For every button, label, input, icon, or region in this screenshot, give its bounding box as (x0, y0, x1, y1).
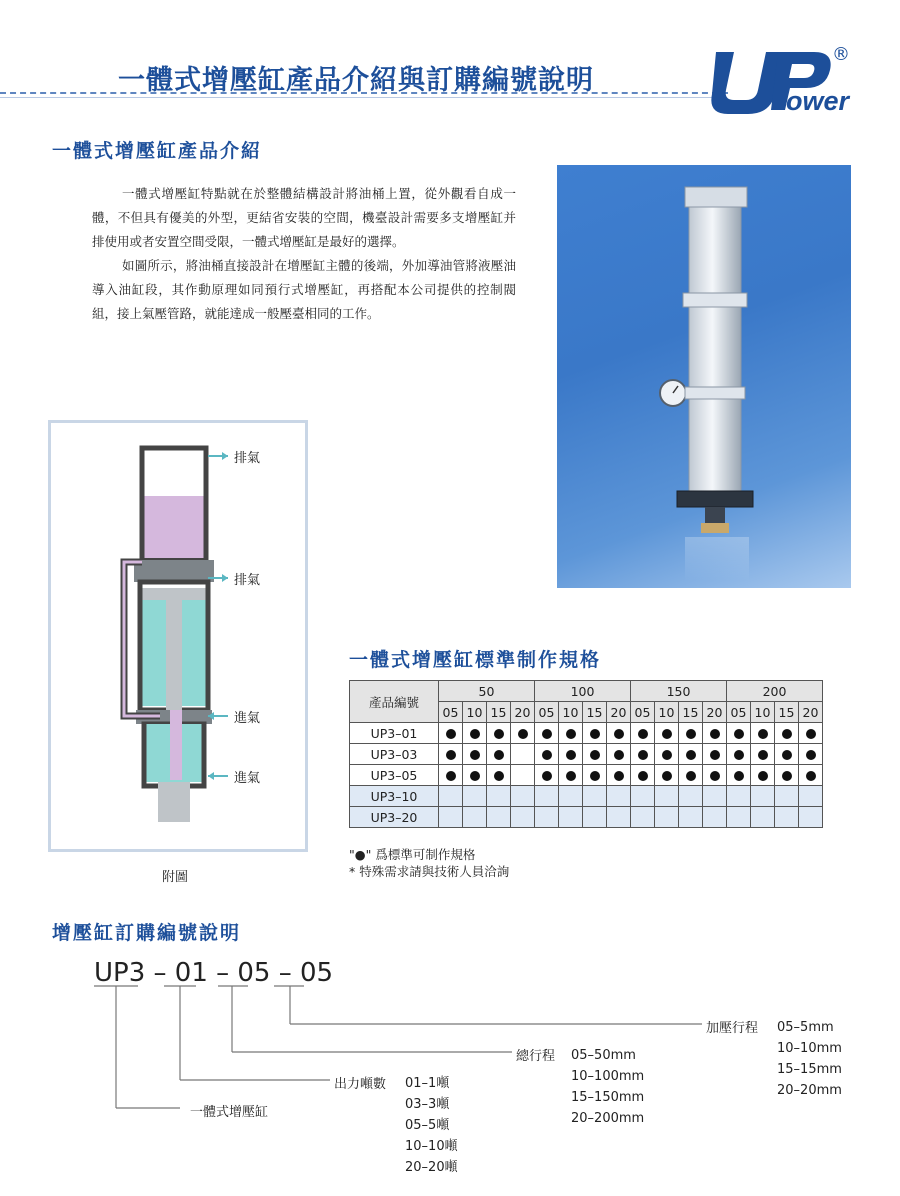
option-item: 20–200mm (571, 1111, 645, 1126)
option-item: 20–20噸 (405, 1160, 458, 1175)
column-subheader: 05 (439, 702, 463, 723)
column-subheader: 05 (727, 702, 751, 723)
registered-mark: ® (832, 44, 850, 65)
note-standard: "●" 爲標準可制作規格 (349, 847, 476, 862)
intro-paragraph: 一體式增壓缸特點就在於整體結構設計將油桶上置，從外觀看自成一體，不但具有優美的外型，更結省安裝的空間，機臺設計需要多支增壓缸并排使用或者安置空間受限，一體式增壓缸是最好的選擇。 (92, 186, 516, 249)
order-heading: 增壓缸訂購編號說明 (52, 922, 242, 944)
column-subheader: 20 (703, 702, 727, 723)
option-item: 01–1噸 (405, 1076, 450, 1091)
force-label: 出力噸數 (334, 1077, 387, 1092)
column-subheader: 15 (487, 702, 511, 723)
column-subheader: 15 (583, 702, 607, 723)
exhaust-label-top: 排氣 (234, 451, 261, 466)
column-group-50: 50 (439, 681, 535, 702)
logo-wordmark: ower (786, 86, 850, 116)
column-subheader: 20 (799, 702, 823, 723)
column-subheader: 10 (655, 702, 679, 723)
column-header-model: 產品編號 (350, 681, 439, 723)
model-cell: UP3–20 (350, 807, 439, 828)
column-subheader: 10 (751, 702, 775, 723)
order-code: UP3 – 01 – 05 – 05 (94, 958, 334, 988)
model-cell: UP3–10 (350, 786, 439, 807)
column-subheader: 20 (607, 702, 631, 723)
column-subheader: 05 (535, 702, 559, 723)
total-stroke-options (571, 1045, 644, 1129)
option-item: 05–5噸 (405, 1118, 450, 1133)
note-special: * 特殊需求請與技術人員洽詢 (349, 864, 510, 879)
column-subheader: 15 (775, 702, 799, 723)
option-item: 20–20mm (777, 1083, 842, 1098)
option-item: 15–15mm (777, 1062, 842, 1077)
exhaust-label-mid: 排氣 (234, 573, 261, 588)
option-item: 05–50mm (571, 1048, 636, 1063)
column-group-100: 100 (535, 681, 631, 702)
column-group-200: 200 (727, 681, 823, 702)
diagram-caption: 附圖 (162, 870, 189, 885)
column-subheader: 10 (559, 702, 583, 723)
press-stroke-options (777, 1017, 842, 1101)
intake-label-upper: 進氣 (234, 711, 261, 726)
option-item: 10–100mm (571, 1069, 645, 1084)
option-item: 10–10mm (777, 1041, 842, 1056)
column-group-150: 150 (631, 681, 727, 702)
column-subheader: 15 (679, 702, 703, 723)
spec-heading: 一體式增壓缸標準制作規格 (349, 649, 602, 671)
intake-label-lower: 進氣 (234, 771, 261, 786)
model-cell: UP3–01 (350, 723, 439, 744)
option-item: 05–5mm (777, 1020, 834, 1035)
force-options (405, 1073, 458, 1178)
option-item: 15–150mm (571, 1090, 645, 1105)
option-item: 10–10噸 (405, 1139, 458, 1154)
intro-heading: 一體式增壓缸產品介紹 (52, 140, 263, 162)
column-subheader: 20 (511, 702, 535, 723)
model-cell: UP3–03 (350, 744, 439, 765)
type-label: 一體式增壓缸 (190, 1105, 269, 1120)
column-subheader: 10 (463, 702, 487, 723)
page-title: 一體式增壓缸產品介紹與訂購編號說明 (118, 65, 594, 96)
column-subheader: 05 (631, 702, 655, 723)
model-cell: UP3–05 (350, 765, 439, 786)
intro-paragraph: 如圖所示，將油桶直接設計在增壓缸主體的後端，外加導油管將液壓油導入油缸段，其作動原理如同預行式增壓缸，再搭配本公司提供的控制閥組，接上氣壓管路，就能達成一般壓臺相同的工作。 (92, 258, 516, 321)
press-stroke-label: 加壓行程 (706, 1021, 759, 1036)
total-stroke-label: 總行程 (516, 1049, 556, 1064)
option-item: 03–3噸 (405, 1097, 450, 1112)
